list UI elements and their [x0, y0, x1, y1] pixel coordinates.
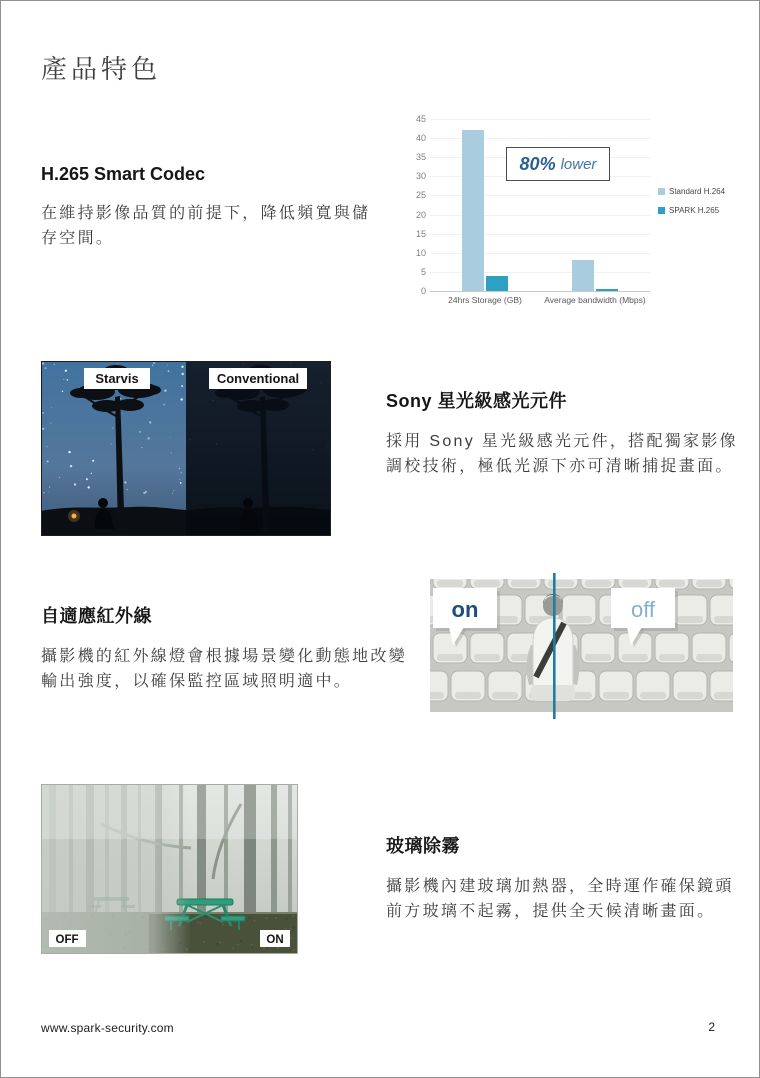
y-tick: 20 [415, 209, 426, 220]
bar-spark-h-265 [596, 289, 618, 291]
starvis-comparison-image [41, 361, 331, 536]
codec-body: 在維持影像品質的前提下，降低頻寬與儲存空間。 [41, 205, 371, 247]
section-ir [41, 602, 413, 695]
codec-heading: H.265 Smart Codec [41, 164, 206, 184]
legend-swatch [658, 207, 665, 214]
y-tick: 10 [415, 247, 426, 258]
section-defog [386, 832, 744, 925]
codec-comparison-chart [406, 111, 758, 311]
legend-item [658, 187, 725, 196]
category-label: Average bandwidth (Mbps) [544, 295, 646, 305]
legend-item [658, 206, 725, 215]
y-tick: 15 [415, 228, 426, 239]
sony-body: 採用 Sony 星光級感光元件，搭配獨家影像調校技術，極低光源下亦可清晰捕捉畫面。 [386, 433, 738, 475]
chart-annotation [506, 147, 610, 181]
legend-label: SPARK H.265 [669, 206, 720, 215]
defog-body: 攝影機內建玻璃加熱器，全時運作確保鏡頭前方玻璃不起霧，提供全天候清晰畫面。 [386, 878, 734, 920]
footer-url: www.spark-security.com [41, 1021, 174, 1035]
bar-standard-h-264 [572, 260, 594, 291]
y-tick: 30 [415, 171, 426, 182]
legend-swatch [658, 188, 665, 195]
page-title: 產品特色 [41, 54, 162, 84]
y-tick: 45 [415, 114, 426, 124]
conventional-label: Conventional [216, 371, 300, 386]
bar-standard-h-264 [462, 130, 484, 291]
off-label: off [630, 597, 656, 622]
section-codec [41, 164, 376, 252]
section-sony [386, 387, 738, 480]
defog-on-label: ON [266, 934, 284, 946]
ir-heading: 自適應紅外線 [41, 606, 152, 626]
lantern [72, 514, 77, 519]
category-label: 24hrs Storage (GB) [448, 295, 522, 305]
ir-onoff-image [429, 573, 735, 719]
y-tick: 5 [420, 266, 426, 277]
sony-heading: Sony 星光級感光元件 [386, 391, 568, 411]
chart-legend [658, 187, 725, 225]
on-label: on [451, 597, 479, 622]
annotation-bold: 80% [519, 153, 556, 174]
annotation-rest: lower [560, 155, 597, 173]
page-number: 2 [708, 1020, 715, 1034]
split-divider-line [553, 573, 556, 719]
defog-comparison-image [41, 784, 298, 954]
chart-plot [430, 119, 650, 292]
y-tick: 40 [415, 133, 426, 144]
legend-label: Standard H.264 [669, 187, 726, 196]
y-tick: 35 [415, 152, 426, 163]
y-tick: 25 [415, 190, 426, 201]
bar-spark-h-265 [486, 276, 508, 291]
defog-off-label: OFF [55, 934, 79, 946]
starvis-label: Starvis [95, 371, 139, 386]
y-tick: 0 [420, 286, 426, 296]
defog-heading: 玻璃除霧 [386, 836, 460, 856]
ir-body: 攝影機的紅外線燈會根據場景變化動態地改變輸出強度，以確保監控區域照明適中。 [41, 648, 408, 690]
